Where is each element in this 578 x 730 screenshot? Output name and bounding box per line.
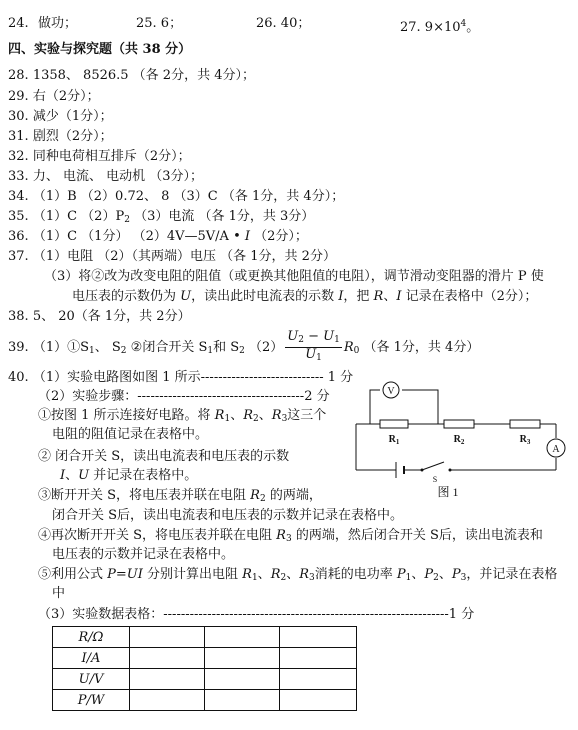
answer-28: 28. 1358、 8526.5 （各 2分，共 4分）； <box>8 68 255 83</box>
table-row <box>53 669 357 690</box>
table-cell <box>280 648 357 669</box>
answer-37-part3-cont: 电压表的示数仍为 U，读出此时电流表的示数 I，把 R、I 记录在表格中（2分）； <box>72 289 538 304</box>
table-cell <box>205 648 280 669</box>
answer-32: 32. 同种电荷相互排斥（2分）； <box>8 149 191 164</box>
table-cell <box>130 690 205 711</box>
table-cell <box>130 648 205 669</box>
resistor-label-r3: $R_3$ <box>519 434 531 446</box>
answer-33: 33. 力、 电流、 电动机 （3分）； <box>8 169 203 184</box>
answer-40: 40. （1）实验电路图如图 1 所示---------------------------- 1 分 <box>8 370 354 385</box>
switch-label: S <box>432 475 438 484</box>
answer-39: 39. $(1)①S_1$、 $S_2$ ②闭合开关 $S_1$和 $S_2$ （2） $\frac{U_2 - U_1}{U_1}$ $R_0$ （各 1分，共 4分） <box>8 329 480 363</box>
step-5: ⑤利用公式 P=UI 分别计算出电阻 $R_1$、$R_2$、$R_3$消耗的电功率 $P_1$、$P_2$、$P_3$，并记录在表格 <box>38 567 558 583</box>
voltmeter-label: V <box>387 386 395 397</box>
step-2-cont: I、U 并记录在表格中。 <box>60 468 198 483</box>
step-1-cont: 电阻的阻值记录在表格中。 <box>52 427 209 442</box>
resistor-r2 <box>444 420 474 428</box>
answer-36: 36. （1）C （1分） （2）4V—5V/A • I （2分）； <box>8 229 308 244</box>
table-cell <box>280 669 357 690</box>
resistor-label-r2: $R_2$ <box>453 434 465 446</box>
wire <box>370 390 380 424</box>
answer-26: 26. 40； <box>256 16 311 31</box>
table-cell <box>205 669 280 690</box>
ratio-fraction: $\frac{U_2 - U_1}{U_1}$ <box>287 329 340 363</box>
ammeter-label: A <box>552 444 560 455</box>
answer-35: 35. （1）C $(2)P_2$ （3）电流 （各 1分，共 3分） <box>8 209 315 225</box>
step-2: ② 闭合开关 S，读出电流表和电压表的示数 <box>38 449 290 464</box>
switch-contact <box>421 469 424 472</box>
answer-29: 29. 右（2分）； <box>8 89 100 104</box>
item-number: 24. <box>8 16 29 31</box>
section-heading: 四、实验与探究题（共 38 分） <box>8 42 192 57</box>
switch-icon <box>422 462 444 470</box>
table-cell <box>130 627 205 648</box>
switch-contact <box>449 469 452 472</box>
wire <box>402 390 438 424</box>
table-cell <box>280 627 357 648</box>
answer-30: 30. 减少（1分）； <box>8 109 113 124</box>
table-cell <box>205 627 280 648</box>
figure-caption: 图 1 <box>437 485 459 499</box>
answer-40-steps: （2）实验步骤：--------------------------------------2 分 <box>38 389 330 404</box>
resistor-r1 <box>380 420 408 428</box>
data-table <box>52 626 357 711</box>
row-header: I/A <box>53 648 130 669</box>
answer-34: 34. （1）B （2）0.72、 8 （3）C （各 1分，共 4分）； <box>8 189 345 204</box>
circuit-diagram <box>350 376 570 500</box>
step-1: ①按图 1 所示连接好电路。将 $R_1$、$R_2$、$R_3$这三个 <box>38 408 327 424</box>
answer-40-table-label: （3）实验数据表格：-----------------------------------------------------------------1 分 <box>38 607 475 622</box>
row-header: U/V <box>53 669 130 690</box>
table-cell <box>205 690 280 711</box>
step-5-cont: 中 <box>52 586 66 601</box>
resistor-r3 <box>510 420 540 428</box>
answer-24-row <box>8 16 480 35</box>
table-row <box>53 648 357 669</box>
answer-24: 做功； <box>38 16 78 31</box>
step-3-cont: 闭合开关 S后，读出电流表和电压表的示数并记录在表格中。 <box>52 508 404 523</box>
table-row <box>53 627 357 648</box>
answer-31: 31. 剧烈（2分）； <box>8 129 113 144</box>
answer-38: 38. 5、 20（各 1分，共 2分） <box>8 309 191 324</box>
resistor-label-r1: $R_1$ <box>388 434 400 446</box>
answer-37-part3: （3）将②改为改变电阻的阻值（或更换其他阻值的电阻），调节滑动变阻器的滑片 P 使 <box>44 269 544 284</box>
step-4-cont: 电压表的示数并记录在表格中。 <box>52 547 235 562</box>
table-cell <box>130 669 205 690</box>
answer-25: 25. 6； <box>136 16 183 31</box>
row-header: R/Ω <box>53 627 130 648</box>
row-header: P/W <box>53 690 130 711</box>
step-3: ③断开开关 S，将电压表并联在电阻 $R_2$ 的两端， <box>38 488 322 504</box>
step-4: ④再次断开开关 S，将电压表并联在电阻 $R_3$ 的两端，然后闭合开关 S后，读出电流表和 <box>38 528 543 544</box>
table-cell <box>280 690 357 711</box>
answer-27: 27. $9\times 10^4$。 <box>400 19 480 35</box>
answer-37: 37. （1）电阻 （2）（其两端）电压 （各 1分，共 2分） <box>8 249 336 264</box>
table-row <box>53 690 357 711</box>
